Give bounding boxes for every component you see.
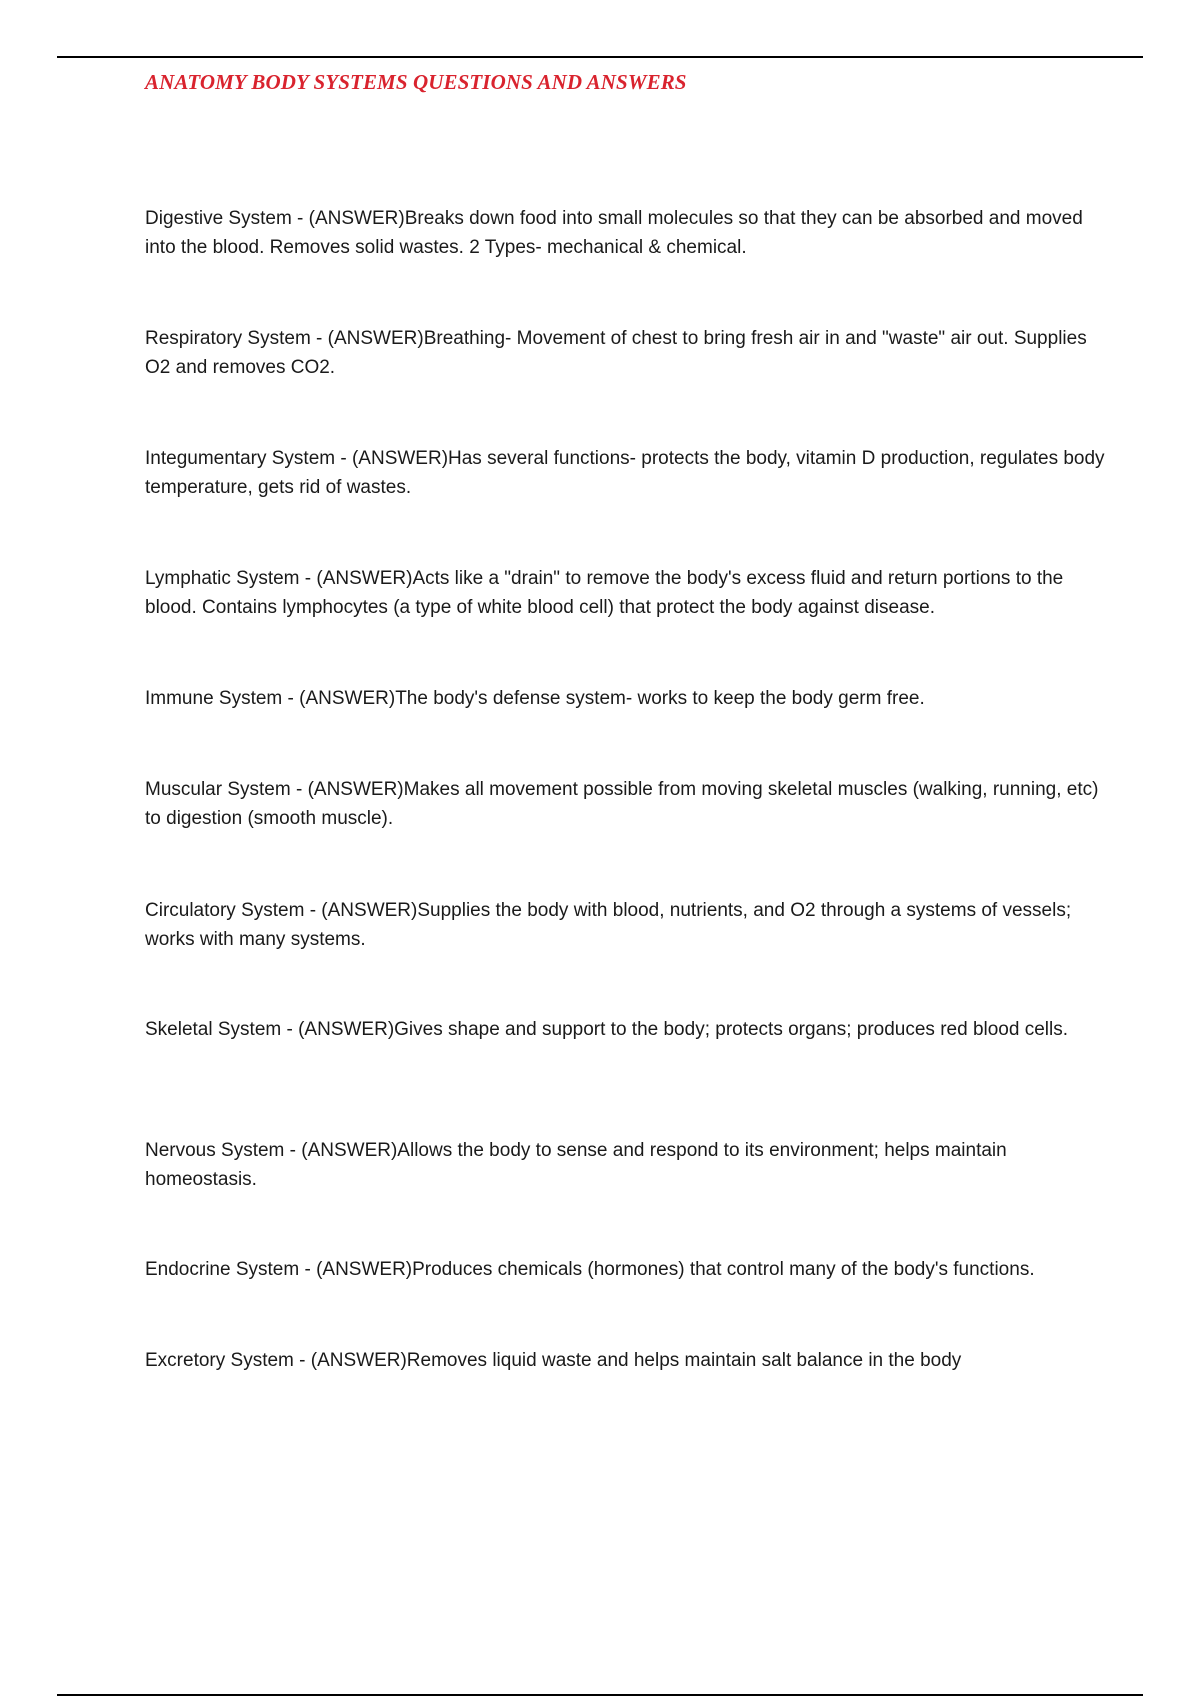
document-title: ANATOMY BODY SYSTEMS QUESTIONS AND ANSWERS	[145, 70, 687, 94]
entry-digestive-system: Digestive System - (ANSWER)Breaks down food into small molecules so that they can be absorbed and moved into the blood. Removes solid wastes. 2 Types- mechanical & chemical.	[145, 208, 1083, 258]
entry-endocrine-system: Endocrine System - (ANSWER)Produces chemicals (hormones) that control many of the body's functions.	[145, 1259, 1035, 1280]
entry-muscular-system: Muscular System - (ANSWER)Makes all movement possible from moving skeletal muscles (walking, running, etc) to digestion (smooth muscle).	[145, 779, 1099, 829]
entry-lymphatic-system: Lymphatic System - (ANSWER)Acts like a "drain" to remove the body's excess fluid and return portions to the blood. Contains lymphocytes (a type of white blood cell) that protect the body against disease.	[145, 568, 1064, 618]
top-rule	[57, 56, 1143, 58]
bottom-rule	[57, 1694, 1143, 1696]
entry-circulatory-system: Circulatory System - (ANSWER)Supplies the body with blood, nutrients, and O2 through a systems of vessels; works with many systems.	[145, 900, 1072, 950]
entry-skeletal-system: Skeletal System - (ANSWER)Gives shape and support to the body; protects organs; produces red blood cells.	[145, 1019, 1069, 1040]
entry-immune-system: Immune System - (ANSWER)The body's defense system- works to keep the body germ free.	[145, 688, 925, 709]
entry-respiratory-system: Respiratory System - (ANSWER)Breathing- Movement of chest to bring fresh air in and "waste" air out. Supplies O2 and removes CO2.	[145, 328, 1087, 378]
entry-integumentary-system: Integumentary System - (ANSWER)Has several functions- protects the body, vitamin D production, regulates body temperature, gets rid of wastes.	[145, 448, 1105, 498]
entry-excretory-system: Excretory System - (ANSWER)Removes liquid waste and helps maintain salt balance in the body	[145, 1350, 962, 1371]
entry-nervous-system: Nervous System - (ANSWER)Allows the body to sense and respond to its environment; helps maintain homeostasis.	[145, 1140, 1007, 1190]
